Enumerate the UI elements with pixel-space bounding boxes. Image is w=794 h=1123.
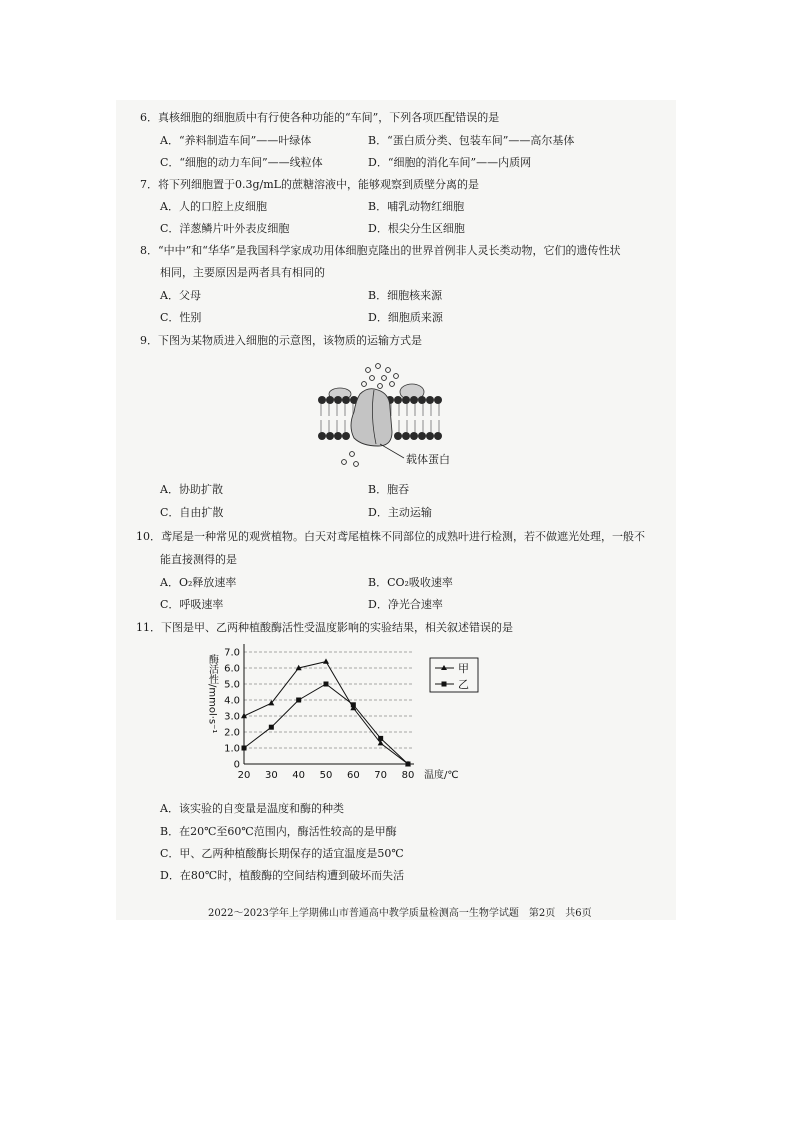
q11-stem: 11．下图是甲、乙两种植酸酶活性受温度影响的实验结果，相关叙述错误的是 bbox=[136, 621, 513, 634]
data-point-yi bbox=[269, 725, 274, 730]
data-point-jia bbox=[323, 658, 329, 663]
legend-marker-yi bbox=[442, 682, 447, 687]
data-point-yi bbox=[378, 736, 383, 741]
q8-option-c[interactable]: C．性别 bbox=[160, 311, 202, 324]
x-tick-label: 60 bbox=[346, 770, 360, 781]
x-tick-label: 20 bbox=[237, 770, 251, 781]
q6-option-c[interactable]: C．“细胞的动力车间”——线粒体 bbox=[160, 156, 323, 169]
q9-option-d[interactable]: D．主动运输 bbox=[368, 506, 432, 519]
q6-stem: 6．真核细胞的细胞质中有行使各种功能的“车间”，下列各项匹配错误的是 bbox=[140, 111, 500, 124]
q8-option-b[interactable]: B．细胞核来源 bbox=[368, 289, 443, 302]
q9-option-c[interactable]: C．自由扩散 bbox=[160, 506, 224, 519]
x-tick-label: 80 bbox=[401, 770, 415, 781]
x-axis-label: 温度/℃ bbox=[424, 770, 459, 781]
q10-stem-line2: 能直接测得的是 bbox=[160, 553, 237, 566]
x-tick-label: 50 bbox=[319, 770, 333, 781]
q7-stem: 7．将下列细胞置于0.3g/mL的蔗糖溶液中，能够观察到质壁分离的是 bbox=[140, 178, 479, 191]
series-line-yi bbox=[244, 684, 408, 764]
q8-stem-line1: 8．“中中”和“华华”是我国科学家成功用体细胞克隆出的世界首例非人灵长类动物，它们的遗传性状 bbox=[140, 244, 621, 257]
q8-option-d[interactable]: D．细胞质来源 bbox=[368, 311, 443, 324]
y-tick-label: 4.0 bbox=[224, 695, 240, 707]
legend-label: 乙 bbox=[458, 678, 469, 691]
q11-option-c[interactable]: C．甲、乙两种植酸酶长期保存的适宜温度是50℃ bbox=[160, 847, 404, 860]
data-point-yi bbox=[242, 746, 247, 751]
q7-option-a[interactable]: A．人的口腔上皮细胞 bbox=[160, 200, 267, 213]
q10-option-c[interactable]: C．呼吸速率 bbox=[160, 598, 224, 611]
data-point-yi bbox=[406, 762, 411, 767]
q6-option-d[interactable]: D．“细胞的消化车间”——内质网 bbox=[368, 156, 532, 169]
q7-option-d[interactable]: D．根尖分生区细胞 bbox=[368, 222, 465, 235]
carrier-protein-leader bbox=[380, 444, 404, 458]
q10-option-b[interactable]: B．CO₂吸收速率 bbox=[368, 576, 453, 589]
series-line-jia bbox=[244, 662, 408, 764]
q7-option-b[interactable]: B．哺乳动物红细胞 bbox=[368, 200, 465, 213]
carrier-protein bbox=[351, 389, 392, 446]
solute-particles-outside bbox=[362, 364, 399, 389]
x-tick-label: 70 bbox=[374, 770, 388, 781]
membrane-transport-figure bbox=[308, 360, 478, 472]
y-tick-label: 7.0 bbox=[224, 647, 240, 659]
q9-option-a[interactable]: A．协助扩散 bbox=[160, 483, 223, 496]
y-tick-label: 1.0 bbox=[224, 743, 240, 755]
legend-label: 甲 bbox=[458, 662, 469, 675]
legend-box bbox=[430, 658, 478, 692]
q10-stem-line1: 10．鸢尾是一种常见的观赏植物。白天对鸢尾植株不同部位的成熟叶进行检测，若不做遮光处理，一般不 bbox=[136, 530, 645, 543]
y-tick-label: 2.0 bbox=[224, 727, 240, 739]
q11-option-d[interactable]: D．在80℃时，植酸酶的空间结构遭到破坏而失活 bbox=[160, 869, 405, 882]
data-point-yi bbox=[351, 702, 356, 707]
y-tick-label: 3.0 bbox=[224, 711, 240, 723]
y-tick-label: 0 bbox=[233, 759, 240, 771]
x-tick-label: 30 bbox=[264, 770, 278, 781]
q11-option-a[interactable]: A．该实验的自变量是温度和酶的种类 bbox=[160, 802, 344, 815]
y-tick-label: 6.0 bbox=[224, 663, 240, 675]
q6-option-b[interactable]: B．“蛋白质分类、包装车间”——高尔基体 bbox=[368, 134, 575, 147]
page-footer: 2022～2023学年上学期佛山市普通高中教学质量检测高一生物学试题 第2页 共6页 bbox=[208, 908, 592, 919]
enzyme-activity-chart bbox=[198, 636, 488, 786]
q9-option-b[interactable]: B．胞吞 bbox=[368, 483, 410, 496]
q11-option-b[interactable]: B．在20℃至60℃范围内，酶活性较高的是甲酶 bbox=[160, 825, 397, 838]
data-point-yi bbox=[324, 682, 329, 687]
x-tick-label: 40 bbox=[292, 770, 306, 781]
q8-option-a[interactable]: A．父母 bbox=[160, 289, 201, 302]
q10-option-a[interactable]: A．O₂释放速率 bbox=[160, 576, 237, 589]
q9-stem: 9．下图为某物质进入细胞的示意图，该物质的运输方式是 bbox=[140, 334, 422, 347]
y-tick-label: 5.0 bbox=[224, 679, 240, 691]
carrier-protein-label: 载体蛋白 bbox=[406, 453, 450, 466]
y-axis-label: 酶活性/mmol·s⁻¹ bbox=[206, 654, 218, 734]
solute-particles-inside bbox=[342, 452, 359, 467]
data-point-yi bbox=[296, 698, 301, 703]
q8-stem-line2: 相同，主要原因是两者具有相同的 bbox=[160, 266, 325, 279]
q10-option-d[interactable]: D．净光合速率 bbox=[368, 598, 443, 611]
q7-option-c[interactable]: C．洋葱鳞片叶外表皮细胞 bbox=[160, 222, 290, 235]
q6-option-a[interactable]: A．“养料制造车间”——叶绿体 bbox=[160, 134, 312, 147]
